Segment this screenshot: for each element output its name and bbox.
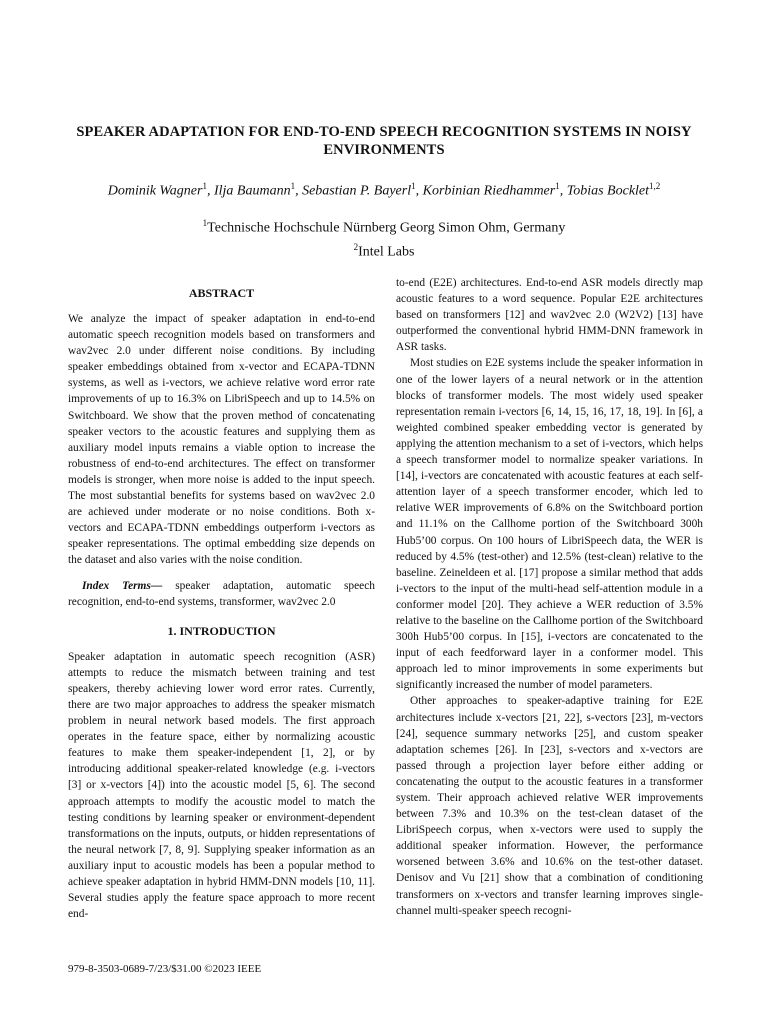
affiliations: [40, 214, 728, 261]
author-affiliation-mark: 1: [555, 181, 560, 191]
copyright-footer: 979-8-3503-0689-7/23/$31.00 ©2023 IEEE: [68, 963, 262, 975]
author-name: Dominik Wagner: [107, 183, 203, 199]
author-affiliation-mark: 1: [202, 181, 207, 191]
author-name: Ilja Baumann: [213, 183, 291, 199]
introduction-paragraph: Speaker adaptation in automatic speech recognition (ASR) attempts to reduce the mismatch between training and test speakers, thereby achieving lower word error rates. Currently, there are two major approaches to address the speaker mismatch problem in neural network based models. The first approach operates in the feature space, either by normalizing acoustic features to make them speaker-independent [1, 2], or by introducing additional speaker-related knowledge (e.g. i-vectors [3] or x-vectors [4]) into the acoustic model [5, 6]. The second approach attempts to modify the acoustic model to match the testing conditions by learning speaker or environment-dependent transformations on the inputs, outputs, or hidden representations of the neural network [7, 8, 9]. Supplying speaker information as an auxiliary input to acoustic models has been a popular method to achieve speaker adaptation in hybrid HMM-DNN models [10, 11]. Several studies apply the feature space approach to more recent end-: [68, 650, 375, 921]
paper-title: SPEAKER ADAPTATION FOR END-TO-END SPEECH RECOGNITION SYSTEMS IN NOISY ENVIRONMENTS: [76, 124, 692, 158]
introduction-paragraph: Other approaches to speaker-adaptive training for E2E architectures include x-vectors [21, 22], s-vectors [23], m-vectors [24], sequence summary networks [25], and custom speaker adaptation schemes [26]. In [23], s-vectors and x-vectors are passed through a projection layer before either adding or concatenating the output to the acoustic features in a transformer system. Their approach achieved relative WER improvements between 7.3% and 10.3% on the test-clean dataset of the LibriSpeech corpus, when x-vectors were used to supply the additional speaker information. However, the performance worsened between 3.6% and 10.6% on the test-other dataset. Denisov and Vu [21] show that a combination of conditioning transformers on x-vectors and transfer learning improves single-channel multi-speaker speech recogni-: [396, 695, 703, 917]
author-name: Sebastian P. Bayerl: [302, 183, 412, 199]
abstract-heading: ABSTRACT: [188, 286, 255, 300]
introduction-paragraph: Most studies on E2E systems include the speaker information in one of the lower layers of a neural network or in the attention blocks of transformer models. The most widely used speaker representation remain i-vectors [6, 14, 15, 16, 17, 18, 19]. In [6], a weighted combined speaker embedding vector is generated by applying the attention mechanism to a set of i-vectors, which helps a speech transformer model to normalize speaker variations. In [14], i-vectors are concatenated with acoustic features at each self-attention layer of a speech transformer encoder, which led to relative WER improvements of 6.8% on the Switchboard portion and 11.1% on the Callhome portion of the Switchboard 300h Hub5’00 corpus. On 100 hours of LibriSpeech data, the WER is reduced by 4.5% (test-other) and 12.5% (test-clean) relative to the baseline. Zeineldeen et al. [17] propose a similar method that adds i-vectors to the input of the multi-head self-attention module in a conformer model [20]. They achieve a WER reduction of 3.5% relative to the baseline on the Callhome portion of the Switchboard 300h Hub5’00 corpus. In [15], i-vectors are concatenated to the input of each feedforward layer in a conformer model. This approach led to minor improvements in some experiments but significantly increased the number of model parameters.: [396, 357, 703, 692]
author-name: Korbinian Riedhammer: [422, 183, 556, 199]
author-list: Dominik Wagner$^1$, Ilja Baumann$^1$, Sebastian P. Bayerl$^1$, Korbinian Riedhammer$^1$, Tobias Bocklet$^{1,2}$: [107, 181, 661, 199]
affiliation-line: [40, 214, 728, 238]
affiliation-text: Intel Labs: [358, 244, 415, 260]
author-affiliation-mark: 1: [411, 181, 416, 191]
author-affiliation-mark: 1: [290, 181, 296, 191]
introduction-paragraph-continued: to-end (E2E) architectures. End-to-end ASR models directly map acoustic features to a word sequence. Popular E2E architectures based on transformers [12] and wav2vec 2.0 (W2V2) [13] have outperformed the conventional hybrid HMM-DNN framework in ASR tasks.: [396, 277, 703, 354]
index-terms-label: Index Terms—: [82, 579, 163, 592]
left-column: [68, 285, 375, 922]
author-affiliation-mark: 1,2: [649, 181, 661, 191]
index-terms-text: speaker adaptation, automatic speech recognition, end-to-end systems, transformer, wav2vec 2.0: [68, 579, 375, 608]
affiliation-text: Technische Hochschule Nürnberg Georg Simon Ohm, Germany: [207, 220, 566, 236]
author-name: Tobias Bocklet: [566, 183, 650, 199]
right-column: [396, 275, 703, 919]
index-terms: [68, 578, 375, 610]
abstract-text: We analyze the impact of speaker adaptation in end-to-end automatic speech recognition models based on transformers and wav2vec 2.0 under different noise conditions. By including speaker embeddings obtained from x-vector and ECAPA-TDNN systems, as well as i-vectors, we achieve relative word error rate improvements of up to 16.3% on LibriSpeech and up to 14.5% on Switchboard. We show that the proven method of concatenating speaker vectors to the acoustic features and supplying them as auxiliary model inputs remains a viable option to increase the robustness of end-to-end architectures. The effect on transformer models is stronger, when more noise is added to the input speech. The most substantial benefits for systems based on wav2vec 2.0 are achieved under moderate or no noise conditions. Both x-vectors and ECAPA-TDNN embeddings outperform i-vectors as speaker representations. The optimal embedding size depends on the dataset and also varies with the noise condition.: [68, 313, 375, 567]
introduction-heading: 1. INTRODUCTION: [167, 623, 276, 638]
affiliation-mark: 1: [202, 218, 208, 228]
affiliation-mark: 2: [353, 241, 359, 252]
affiliation-line: [40, 238, 728, 262]
